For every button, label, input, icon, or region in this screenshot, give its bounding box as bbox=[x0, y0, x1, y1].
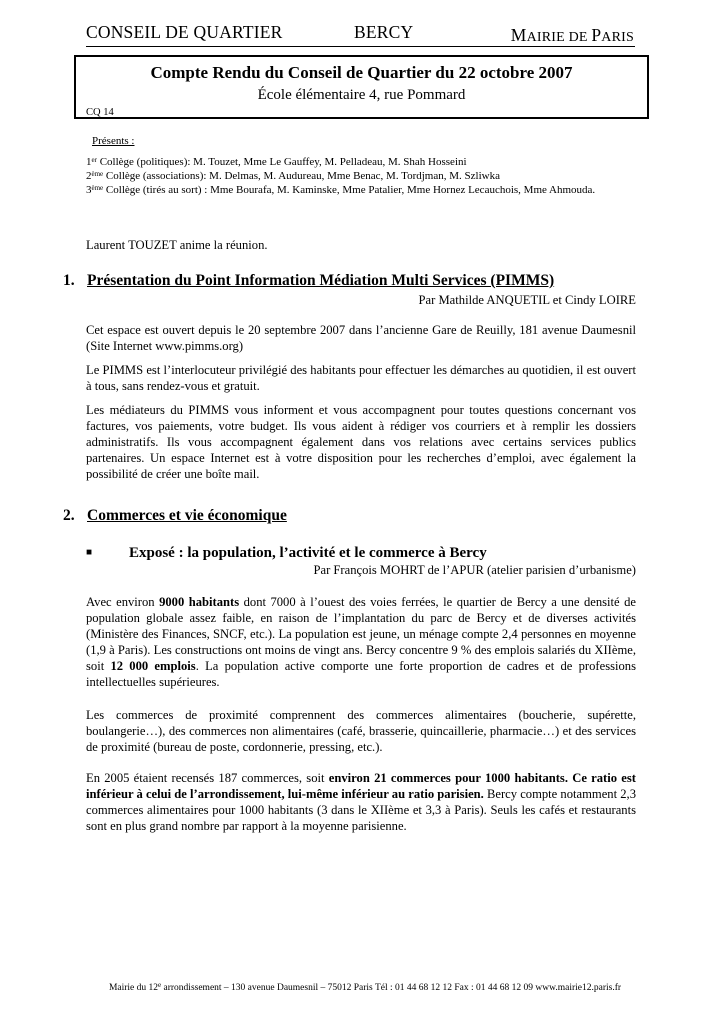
college-sup: ème bbox=[91, 184, 104, 192]
presents-label: Présents : bbox=[92, 135, 135, 147]
college-number: 1 bbox=[86, 156, 92, 168]
college-text: Collège (associations): M. Delmas, M. Audureau, Mme Benac, M. Tordjman, M. Szliwka bbox=[103, 170, 500, 182]
text-run: En 2005 étaient recensés 187 commerces, soit bbox=[86, 771, 329, 785]
section2-title: Commerces et vie économique bbox=[87, 507, 287, 524]
footer-text: Mairie du 12 bbox=[108, 983, 159, 993]
reference-code: CQ 14 bbox=[86, 107, 114, 118]
header-left: CONSEIL DE QUARTIER bbox=[86, 22, 283, 42]
college-number: 2 bbox=[86, 170, 92, 182]
header-right bbox=[511, 25, 634, 46]
section2-number: 2. bbox=[63, 507, 75, 524]
section1-paragraph: Les médiateurs du PIMMS vous informent et vous accompagnent pour toutes questions concernant vos factures, vos paiements, votre budget. Ils vous aident à rédiger vos courriers et à remplir les dossiers administratifs. Ils vous accompagnent également dans vos relations avec certains services publics partenaires. Un espace Internet est à votre disposition pour les recherches d’emploi, avec également la possibilité de créer une boîte mail. bbox=[86, 403, 636, 481]
page-header bbox=[86, 22, 634, 46]
page-footer bbox=[40, 983, 690, 993]
section2-byline: Par François MOHRT de l’APUR (atelier parisien d’urbanisme) bbox=[313, 563, 636, 577]
page-subtitle: École élémentaire 4, rue Pommard bbox=[257, 87, 466, 103]
section2-paragraph-2: Les commerces de proximité comprennent des commerces alimentaires (boucherie, supérette, boulangerie…), des commerces non alimentaires (café, brasserie, quincaillerie, pharmacie…) et des services de proximité (bureau de poste, cordonnerie, pressing, etc.). bbox=[86, 708, 636, 754]
header-right-part: ARIS bbox=[601, 30, 634, 45]
bullet-title: Exposé : la population, l’activité et le commerce à Bercy bbox=[129, 545, 487, 561]
college-sup: ème bbox=[91, 170, 104, 178]
square-bullet-icon: ■ bbox=[86, 547, 93, 558]
college-line bbox=[86, 183, 636, 197]
presents-list bbox=[86, 155, 636, 197]
text-run: Avec environ bbox=[86, 595, 160, 609]
bold-run: 12 000 emplois bbox=[110, 659, 196, 673]
section1-number: 1. bbox=[63, 272, 75, 289]
section2-heading bbox=[63, 507, 643, 527]
header-right-part: M bbox=[510, 25, 527, 45]
header-center: BERCY bbox=[354, 22, 414, 42]
footer-text: arrondissement – 130 avenue Daumesnil – 75012 Paris Tél : 01 44 68 12 12 Fax : 01 44 68 12 09 www.mairie12.paris.fr bbox=[161, 983, 622, 993]
animation-line: Laurent TOUZET anime la réunion. bbox=[86, 238, 268, 252]
section1-paragraph: Le PIMMS est l’interlocuteur privilégié des habitants pour effectuer les démarches au quotidien, il est ouvert à tous, sans rendez-vous et gratuit. bbox=[86, 363, 636, 393]
bold-run: environ 21 commerces pour 1000 habitants. Ce ratio est inférieur à celui de l’arrondissement, lui-même inférieur au ratio parisien. bbox=[86, 771, 636, 801]
text-run: dont 7000 à l’ouest des voies ferrées, le quartier de Bercy a une densité de population globale assez faible, en raison de l’implantation du parc de Bercy et de diverses activités (Ministère des Finances, SNCF, etc.). La population est jeune, un ménage compte 2,4 personnes en moyenne (1,9 à Paris). Les constructions ont moins de vingt ans. Bercy concentre 9 % des emplois salariés du XIIème, soit bbox=[86, 595, 636, 673]
section1-heading bbox=[63, 272, 643, 292]
footer-sup: e bbox=[158, 981, 162, 989]
section1-paragraph: Cet espace est ouvert depuis le 20 septembre 2007 dans l’ancienne Gare de Reuilly, 181 avenue Daumesnil (Site Internet www.pimms.org) bbox=[86, 323, 636, 353]
header-rule bbox=[86, 46, 635, 47]
header-right-part: P bbox=[591, 25, 602, 45]
page-title: Compte Rendu du Conseil de Quartier du 22 octobre 2007 bbox=[150, 63, 573, 82]
college-sup: er bbox=[91, 156, 97, 164]
section1-title: Présentation du Point Information Médiation Multi Services (PIMMS) bbox=[87, 272, 555, 289]
text-run: Bercy compte notamment 2,3 commerces alimentaires pour 1000 habitants (3 dans le XIIème et 3,3 à Paris). Seuls les cafés et restaurants sont en plus grand nombre par rapport à la moyenne parisienne. bbox=[86, 787, 636, 833]
college-text: Collège (tirés au sort) : Mme Bourafa, M. Kaminske, Mme Patalier, Mme Hornez Lecauchois, Mme Ahmouda. bbox=[103, 184, 596, 196]
header-right-part: AIRIE DE bbox=[526, 30, 592, 45]
text-run: . La population active comporte une forte proportion de cadres et de professions intellectuelles supérieures. bbox=[86, 659, 636, 689]
college-number: 3 bbox=[86, 184, 92, 196]
bold-run: 9000 habitants bbox=[159, 595, 240, 609]
college-line bbox=[86, 155, 636, 169]
section1-byline: Par Mathilde ANQUETIL et Cindy LOIRE bbox=[418, 293, 636, 307]
section2-paragraph-1 bbox=[86, 594, 636, 690]
college-line bbox=[86, 169, 636, 183]
college-text: Collège (politiques): M. Touzet, Mme Le Gauffey, M. Pelladeau, M. Shah Hosseini bbox=[96, 156, 467, 168]
section2-paragraph-3 bbox=[86, 770, 636, 834]
